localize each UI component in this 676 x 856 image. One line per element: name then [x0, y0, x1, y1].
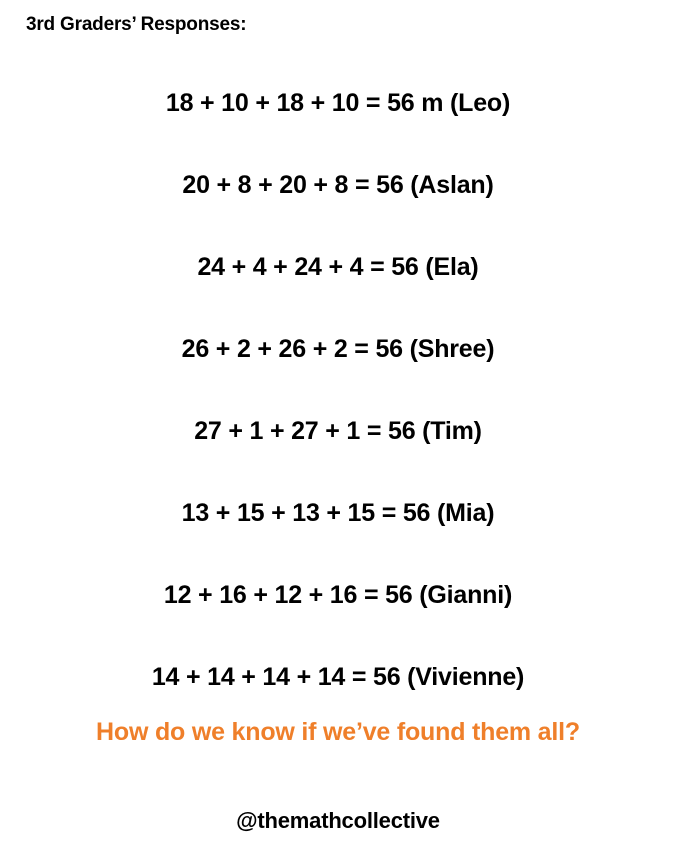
- list-item: [0, 472, 676, 554]
- response-equation: 13 + 15 + 13 + 15 = 56 (Mia): [181, 498, 495, 527]
- response-equation: 14 + 14 + 14 + 14 = 56 (Vivienne): [151, 662, 525, 691]
- list-item: [0, 554, 676, 636]
- closing-question: How do we know if we’ve found them all?: [96, 718, 580, 746]
- response-equation: 18 + 10 + 18 + 10 = 56 m (Leo): [165, 88, 511, 117]
- response-equation: 24 + 4 + 24 + 4 = 56 (Ela): [197, 252, 479, 281]
- list-item: [0, 144, 676, 226]
- list-item: [0, 390, 676, 472]
- page-title: 3rd Graders’ Responses:: [26, 14, 247, 35]
- response-equation: 12 + 16 + 12 + 16 = 56 (Gianni): [163, 580, 513, 609]
- list-item: [0, 636, 676, 718]
- response-equation: 27 + 1 + 27 + 1 = 56 (Tim): [194, 416, 482, 445]
- responses-list: [0, 62, 676, 718]
- list-item: [0, 226, 676, 308]
- response-equation: 20 + 8 + 20 + 8 = 56 (Aslan): [182, 170, 494, 199]
- list-item: [0, 308, 676, 390]
- response-equation: 26 + 2 + 26 + 2 = 56 (Shree): [181, 334, 495, 363]
- social-handle: @themathcollective: [236, 808, 440, 833]
- list-item: [0, 62, 676, 144]
